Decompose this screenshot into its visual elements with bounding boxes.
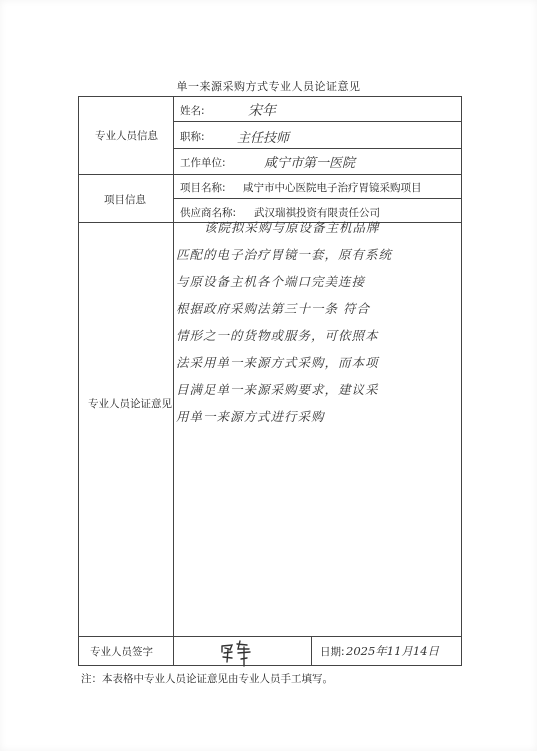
opinion-line: 与原设备主机各个端口完美连接 xyxy=(176,274,366,289)
opinion-line: 该院拟采购与原设备主机品牌 xyxy=(204,220,380,235)
signature-label: 专业人员签字 xyxy=(90,646,153,658)
table-border-top xyxy=(78,96,462,97)
name-handwritten: 宋年 xyxy=(248,103,276,119)
name-label: 姓名: xyxy=(180,105,205,117)
opinion-label: 专业人员论证意见 xyxy=(88,398,172,410)
opinion-line: 根据政府采购法第三十一条 符合 xyxy=(176,301,370,316)
form-title: 单一来源采购方式专业人员论证意见 xyxy=(176,80,361,93)
row-divider-project xyxy=(173,198,462,199)
date-label: 日期: xyxy=(320,646,345,658)
table-border-bottom xyxy=(78,665,462,666)
project-name-label: 项目名称: xyxy=(180,182,226,194)
supplier-label: 供应商名称: xyxy=(180,207,237,219)
title-handwritten: 主任技师 xyxy=(237,131,290,146)
work-unit-label: 工作单位: xyxy=(180,157,226,169)
row-divider-title xyxy=(173,148,462,149)
supplier-value: 武汉瑞祺投资有限责任公司 xyxy=(254,207,380,219)
table-border-left xyxy=(78,96,79,665)
date-cell-divider xyxy=(311,636,312,665)
project-name-value: 咸宁市中心医院电子治疗胃镜采购项目 xyxy=(243,182,422,194)
date-handwritten: 2025年11月14日 xyxy=(346,644,440,658)
row-divider-expert xyxy=(78,174,462,175)
opinion-line: 法采用单一来源方式采购，而本项 xyxy=(176,355,379,370)
opinion-line: 匹配的电子治疗胃镜一套，原有系统 xyxy=(176,247,393,262)
expert-info-label: 专业人员信息 xyxy=(95,130,158,142)
table-border-right xyxy=(461,96,462,665)
opinion-line: 目满足单一来源采购要求，建议采 xyxy=(176,382,379,397)
table-column-divider xyxy=(173,96,174,665)
handwritten-signature xyxy=(214,636,256,670)
opinion-text xyxy=(176,218,460,434)
row-divider-opinion xyxy=(78,636,462,637)
project-info-label: 项目信息 xyxy=(104,194,146,206)
footnote: 注：本表格中专业人员论证意见由专业人员手工填写。 xyxy=(81,673,333,685)
opinion-line: 情形之一的货物或服务，可依照本 xyxy=(176,328,379,343)
row-divider-name xyxy=(173,121,462,122)
title-label: 职称: xyxy=(180,131,205,143)
opinion-line: 用单一来源方式进行采购 xyxy=(176,409,325,424)
work-unit-handwritten: 咸宁市第一医院 xyxy=(264,156,356,171)
